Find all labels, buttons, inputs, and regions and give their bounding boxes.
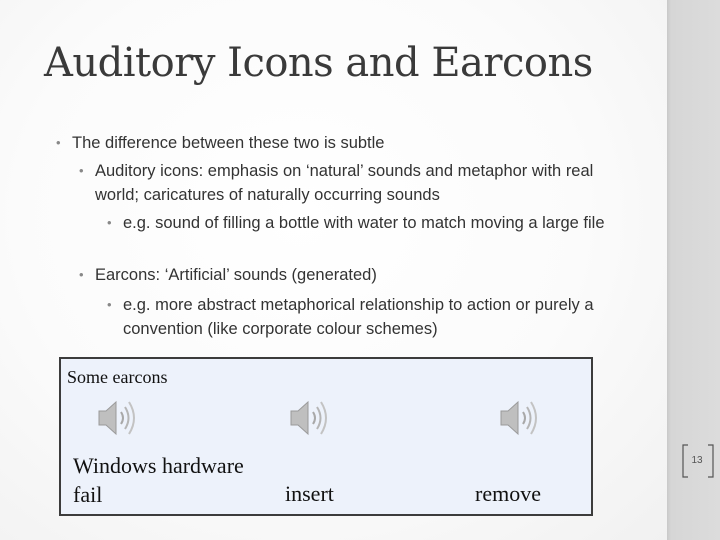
bullet-dot: •	[56, 135, 61, 150]
earcon-label-insert: insert	[285, 481, 334, 506]
bullet-text: Auditory icons: emphasis on ‘natural’ sounds and metaphor with real world; caricatures of naturally occurring sounds	[95, 162, 594, 204]
bullet-text: The difference between these two is subtle	[72, 134, 385, 152]
bullet-item	[79, 263, 635, 287]
speaker-icon[interactable]	[287, 395, 333, 441]
earcon-label-remove: remove	[475, 481, 541, 506]
bullet-text: e.g. sound of filling a bottle with water to match moving a large file	[123, 214, 605, 232]
bullet-item	[79, 159, 635, 207]
page-number: 13	[691, 455, 703, 466]
bullet-item	[107, 293, 623, 341]
page-number-badge	[680, 441, 716, 481]
bullet-text: Earcons: ‘Artificial’ sounds (generated)	[95, 266, 377, 284]
bullet-dot: •	[107, 215, 112, 230]
bullet-text: e.g. more abstract metaphorical relationship to action or purely a convention (like corporate colour schemes)	[123, 296, 594, 338]
earcon-box	[59, 357, 593, 516]
bullet-dot: •	[79, 163, 84, 178]
bullet-dot: •	[107, 297, 112, 312]
speaker-icon[interactable]	[95, 395, 141, 441]
earcon-caption: Some earcons	[67, 367, 168, 387]
bullet-item	[107, 211, 623, 235]
slide-title: Auditory Icons and Earcons	[44, 40, 593, 86]
bullet-item	[56, 131, 632, 155]
speaker-icon[interactable]	[497, 395, 543, 441]
earcon-label-windows-hardware-fail: Windows hardware fail	[73, 453, 244, 507]
bullet-dot: •	[79, 267, 84, 282]
